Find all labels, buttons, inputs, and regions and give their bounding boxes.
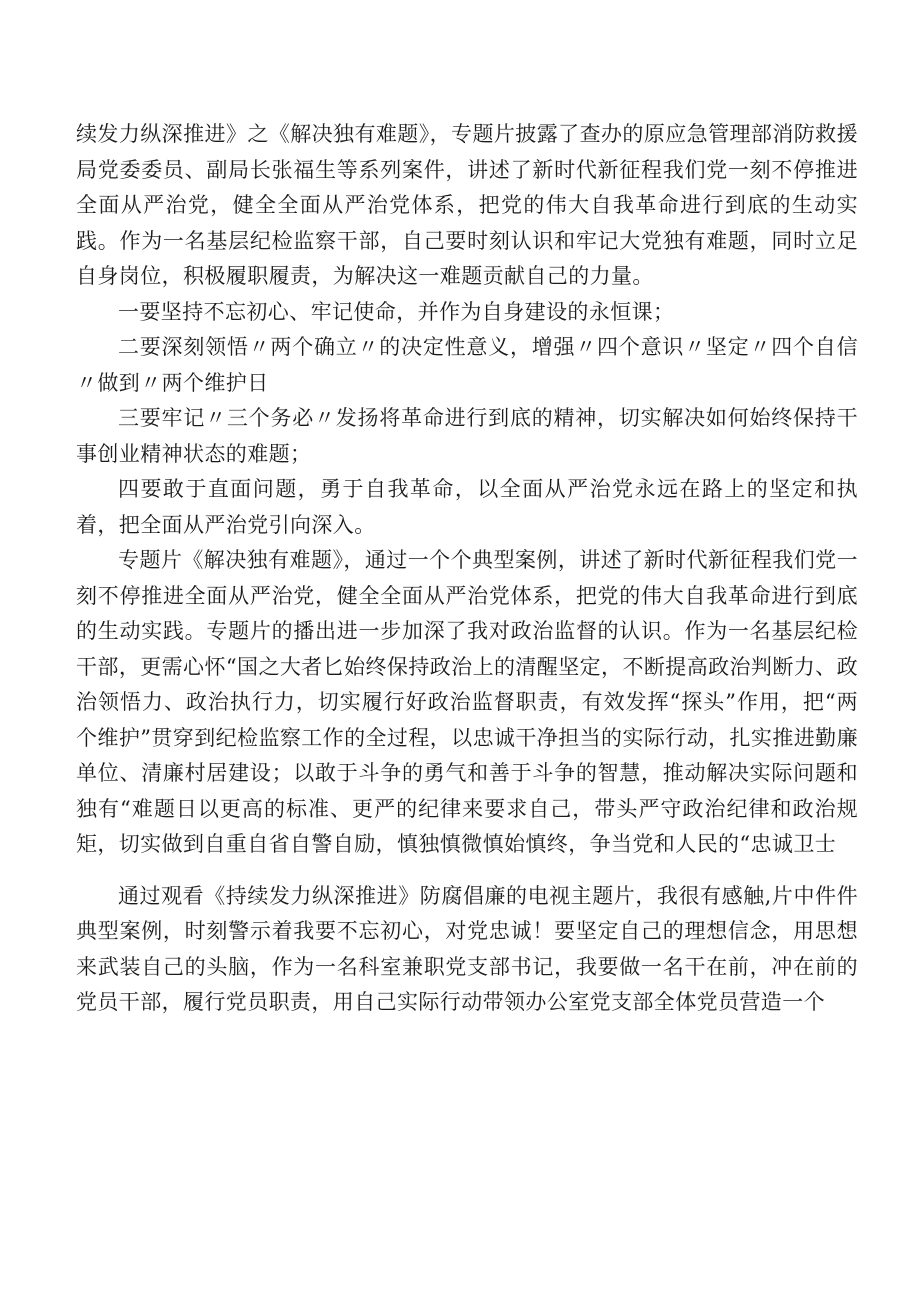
paragraph-intro: 续发力纵深推进》之《解决独有难题》，专题片披露了查办的原应急管理部消防救援局党委委员、副局长张福生等系列案件，讲述了新时代新征程我们党一刻不停推进全面从严治党，健全全面从严治党体系，把党的伟大自我革命进行到底的生动实践。作为一名基层纪检监察干部，自己要时刻认识和牢记大党独有难题，同时立足自身岗位，积极履职履责，为解决这一难题贡献自己的力量。 <box>76 122 858 288</box>
paragraph-documentary-review: 专题片《解决独有难题》，通过一个个典型案例，讲述了新时代新征程我们党一刻不停推进全面从严治党，健全全面从严治党体系，把党的伟大自我革命进行到底的生动实践。专题片的播出进一步加深了我对政治监督的认识。作为一名基层纪检干部，更需心怀“国之大者匕始终保持政治上的清醒坚定，不断提高政治判断力、政治领悟力、政治执行力，切实履行好政治监督职责，有效发挥“探头”作用，把“两个维护”贯穿到纪检监察工作的全过程，以忠诚干净担当的实际行动，扎实推进勤廉单位、清廉村居建设；以敢于斗争的勇气和善于斗争的智慧，推动解决实际问题和独有“难题日以更高的标准、更严的纪律来要求自己，带头严守政治纪律和政治规矩，切实做到自重自省自警自励，慎独慎微慎始慎终，争当党和人民的“忠诚卫士 <box>76 548 858 856</box>
document-body <box>76 117 858 1021</box>
paragraph-point-four: 四要敢于直面问题，勇于自我革命，以全面从严治党永远在路上的坚定和执着，把全面从严治党引向深入。 <box>76 477 858 537</box>
paragraph-viewing-reflection: 通过观看《持续发力纵深推进》防腐倡廉的电视主题片，我很有感触,片中件件典型案例，时刻警示着我要不忘初心，对党忠诚！要坚定自己的理想信念，用思想来武装自己的头脑，作为一名科室兼职党支部书记，我要做一名干在前，冲在前的党员干部，履行党员职责，用自己实际行动带领办公室党支部全体党员营造一个 <box>76 883 858 1014</box>
paragraph-point-three: 三要牢记〃三个务必〃发扬将革命进行到底的精神，切实解决如何始终保持干事创业精神状态的难题； <box>76 406 858 466</box>
paragraph-point-one: 一要坚持不忘初心、牢记使命，并作为自身建设的永恒课； <box>118 299 675 324</box>
paragraph-point-two: 二要深刻领悟〃两个确立〃的决定性意义，增强〃四个意识〃坚定〃四个自信〃做到〃两个维护日 <box>76 335 858 395</box>
